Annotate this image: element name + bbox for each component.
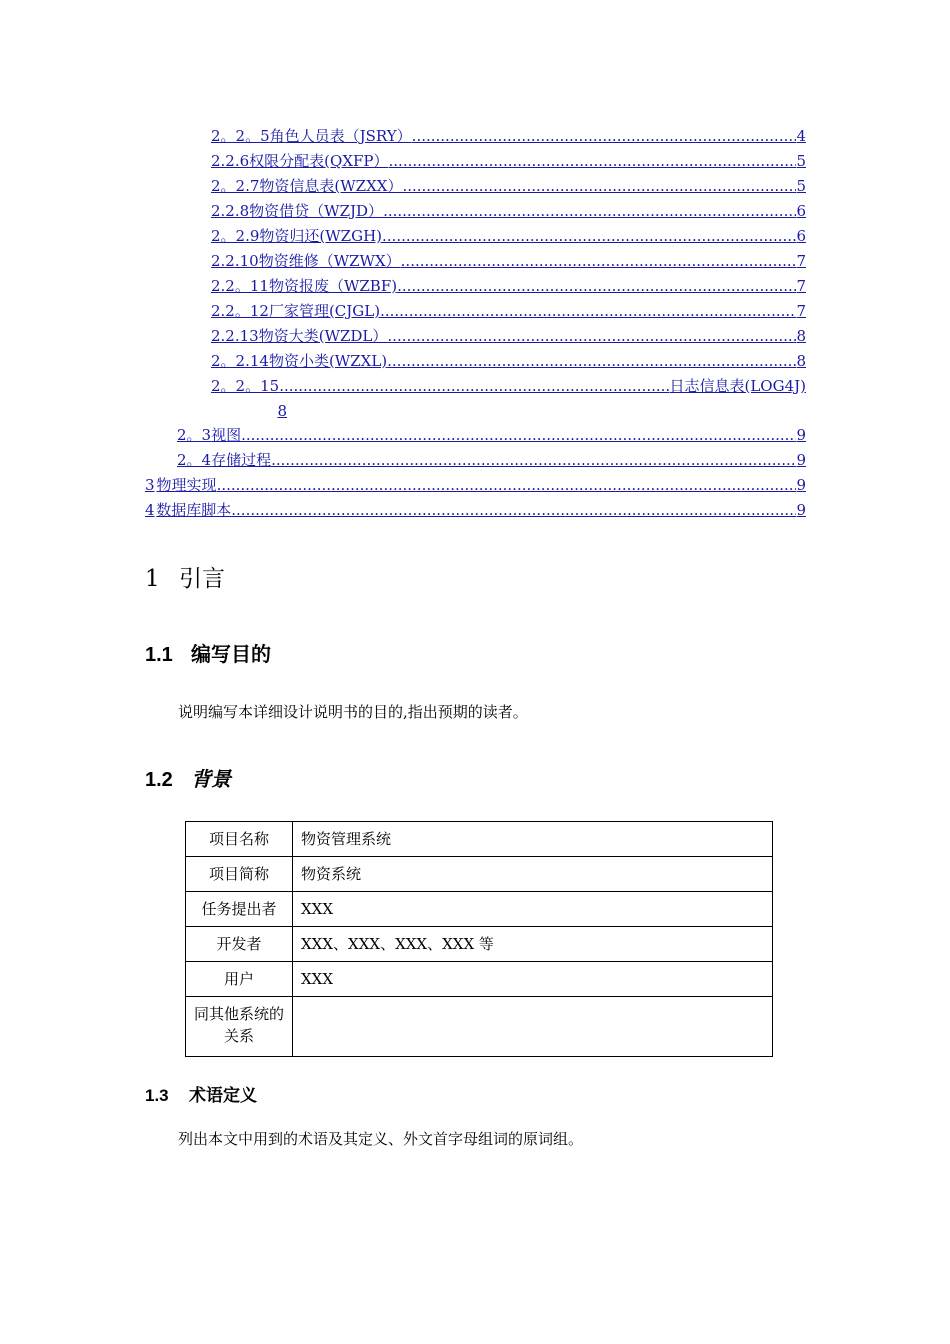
table-value — [293, 997, 773, 1057]
toc-title: 物理实现 — [156, 476, 217, 494]
toc-title: 物资小类(WZXL) — [268, 352, 388, 370]
toc-title: 视图 — [211, 426, 242, 444]
toc-num: 3 — [145, 476, 155, 494]
toc-title: 物资报废（WZBF) — [268, 277, 398, 295]
toc-num: 2。2.9 — [211, 227, 260, 245]
heading-number: 1.3 — [145, 1086, 169, 1105]
heading-1-1-purpose — [145, 638, 271, 667]
toc-entry-2-4[interactable] — [177, 449, 806, 471]
toc-entry-2-2-11[interactable] — [211, 275, 806, 297]
toc-entry-2-2-8[interactable] — [211, 200, 806, 222]
table-value: XXX — [293, 962, 773, 997]
toc-entry-2-2-14[interactable] — [211, 350, 806, 372]
toc-page: 9 — [796, 451, 806, 469]
table-value: 物资系统 — [293, 857, 773, 892]
toc-page: 6 — [796, 227, 806, 245]
toc-num: 2。2.7 — [211, 177, 260, 195]
toc-leader — [397, 275, 796, 297]
toc-num: 4 — [145, 501, 155, 519]
table-key: 项目简称 — [186, 857, 293, 892]
table-row — [186, 892, 773, 927]
toc-title: 物资归还(WZGH) — [259, 227, 383, 245]
terms-paragraph: 列出本文中用到的术语及其定义、外文首字母组词的原词组。 — [178, 1130, 584, 1148]
heading-number: 1 — [145, 566, 160, 592]
toc-page: 5 — [796, 177, 806, 195]
toc-leader — [382, 225, 796, 247]
heading-title: 术语定义 — [189, 1086, 257, 1106]
toc-page: 9 — [796, 476, 806, 494]
table-row — [186, 822, 773, 857]
toc-page: 5 — [796, 152, 806, 170]
toc-page: 9 — [796, 426, 806, 444]
toc-num: 2.2。11 — [211, 277, 269, 295]
toc-leader — [380, 300, 796, 322]
toc-entry-2-2-12[interactable] — [211, 300, 806, 322]
table-key: 同其他系统的关系 — [186, 997, 293, 1057]
table-value: XXX — [293, 892, 773, 927]
toc-entry-2-2-5[interactable] — [211, 125, 806, 147]
toc-title: 物资大类(WZDL） — [258, 327, 388, 345]
toc-title: 角色人员表（JSRY） — [269, 127, 412, 145]
table-key: 开发者 — [186, 927, 293, 962]
toc-num: 2。2.14 — [211, 352, 269, 370]
toc-num: 2.2.10 — [211, 252, 259, 270]
toc-num: 2.2.6 — [211, 152, 250, 170]
toc-title: 数据库脚本 — [156, 501, 232, 519]
purpose-paragraph: 说明编写本详细设计说明书的目的,指出预期的读者。 — [178, 703, 528, 721]
toc-leader — [387, 325, 796, 347]
toc-num: 2。2。5 — [211, 127, 270, 145]
toc-entry-4[interactable] — [145, 499, 806, 521]
toc-page: 6 — [796, 202, 806, 220]
toc-leader — [412, 125, 797, 147]
table-key: 用户 — [186, 962, 293, 997]
table-row — [186, 962, 773, 997]
toc-title: 物资维修（WZWX） — [258, 252, 401, 270]
toc-page: 7 — [796, 252, 806, 270]
toc-title: 物资借贷（WZJD） — [249, 202, 384, 220]
toc-leader — [387, 350, 796, 372]
toc-leader — [271, 449, 796, 471]
toc-page: 9 — [796, 501, 806, 519]
table-row — [186, 857, 773, 892]
table-value: 物资管理系统 — [293, 822, 773, 857]
heading-title: 编写目的 — [191, 642, 271, 666]
toc-title: 物资信息表(WZXX） — [259, 177, 403, 195]
toc-entry-2-2-7[interactable] — [211, 175, 806, 197]
heading-title: 背景 — [191, 767, 231, 791]
toc-num: 2.2。12 — [211, 302, 269, 320]
toc-leader — [231, 499, 796, 521]
toc-title: 存储过程 — [211, 451, 272, 469]
toc-num: 2。4 — [177, 451, 212, 469]
heading-number: 1.2 — [145, 769, 173, 791]
toc-page: 7 — [796, 277, 806, 295]
toc-entry-2-2-6[interactable] — [211, 150, 806, 172]
toc-leader — [217, 474, 797, 496]
toc-leader — [401, 250, 797, 272]
heading-1-3-terms — [145, 1081, 257, 1106]
heading-1-2-background — [145, 763, 231, 792]
toc-entry-2-2-9[interactable] — [211, 225, 806, 247]
toc-leader — [383, 200, 796, 222]
toc-num: 2.2.13 — [211, 327, 259, 345]
toc-title: 厂家管理(CJGL) — [268, 302, 381, 320]
heading-title: 引言 — [179, 566, 225, 592]
table-row — [186, 997, 773, 1057]
toc-page: 8 — [796, 352, 806, 370]
toc-page: 4 — [796, 127, 806, 145]
toc-leader — [279, 375, 669, 397]
toc-page: 8 — [796, 327, 806, 345]
background-table — [185, 821, 773, 1057]
heading-number: 1.1 — [145, 644, 173, 666]
toc-num: 2.2.8 — [211, 202, 250, 220]
toc-leader — [402, 175, 796, 197]
toc-leader — [389, 150, 797, 172]
toc-num: 2。3 — [177, 426, 212, 444]
toc-entry-2-2-13[interactable] — [211, 325, 806, 347]
toc-page: 7 — [796, 302, 806, 320]
toc-entry-3[interactable] — [145, 474, 806, 496]
toc-num: 2。2。15 — [211, 377, 280, 395]
table-value: XXX、XXX、XXX、XXX 等 — [293, 927, 773, 962]
toc-page-2-2-15[interactable]: 8 — [277, 402, 287, 420]
toc-leader — [241, 424, 796, 446]
table-key: 项目名称 — [186, 822, 293, 857]
heading-1-introduction — [145, 560, 225, 593]
toc-title: 日志信息表(LOG4J) — [669, 377, 806, 395]
toc-entry-2-3[interactable] — [177, 424, 806, 446]
table-key: 任务提出者 — [186, 892, 293, 927]
toc-title: 权限分配表(QXFP） — [249, 152, 389, 170]
toc-entry-2-2-15[interactable] — [211, 375, 806, 397]
toc-entry-2-2-10[interactable] — [211, 250, 806, 272]
table-row — [186, 927, 773, 962]
